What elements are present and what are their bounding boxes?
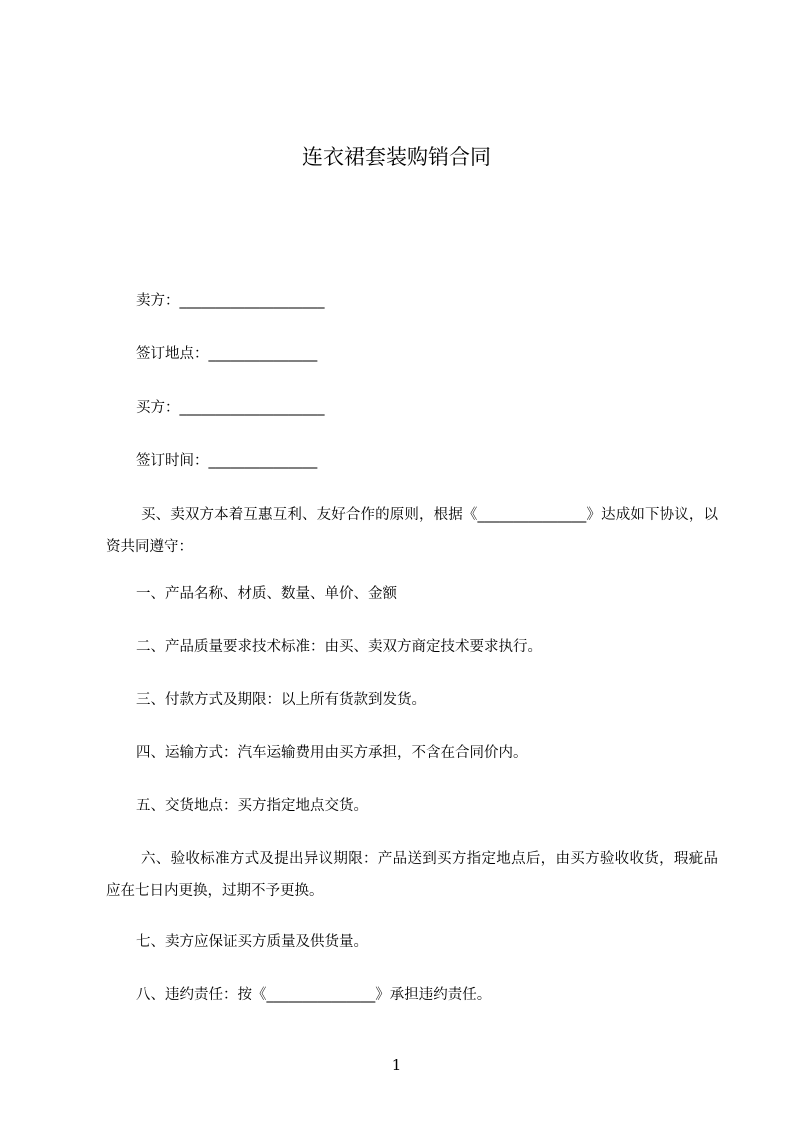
document-title: 连衣裙套装购销合同 xyxy=(302,145,491,169)
clause-8: 八、违约责任：按《_______________》承担违约责任。 xyxy=(136,987,492,1003)
clause-7: 七、卖方应保证买方质量及供货量。 xyxy=(136,934,368,950)
intro-paragraph: 买、卖双方本着互惠互利、友好合作的原则，根据《_______________》达成如下协议，以资共同遵守： xyxy=(106,507,718,555)
clause-3: 三、付款方式及期限：以上所有货款到发货。 xyxy=(136,692,426,708)
clause-1: 一、产品名称、材质、数量、单价、金额 xyxy=(136,586,397,602)
clause-2: 二、产品质量要求技术标准：由买、卖双方商定技术要求执行。 xyxy=(136,639,542,655)
clause-5: 五、交货地点：买方指定地点交货。 xyxy=(136,798,368,814)
clause-6: 六、验收标准方式及提出异议期限：产品送到买方指定地点后，由买方验收收货，瑕疵品应在七日内更换，过期不予更换。 xyxy=(106,851,718,899)
page-number: 1 xyxy=(391,1056,402,1074)
clause-4: 四、运输方式：汽车运输费用由买方承担，不含在合同价内。 xyxy=(136,745,528,761)
sign-place-field: 签订地点：_______________ xyxy=(136,346,318,362)
seller-field: 卖方：____________________ xyxy=(136,293,325,309)
buyer-field: 买方：____________________ xyxy=(136,400,325,416)
sign-time-field: 签订时间：_______________ xyxy=(136,453,318,469)
